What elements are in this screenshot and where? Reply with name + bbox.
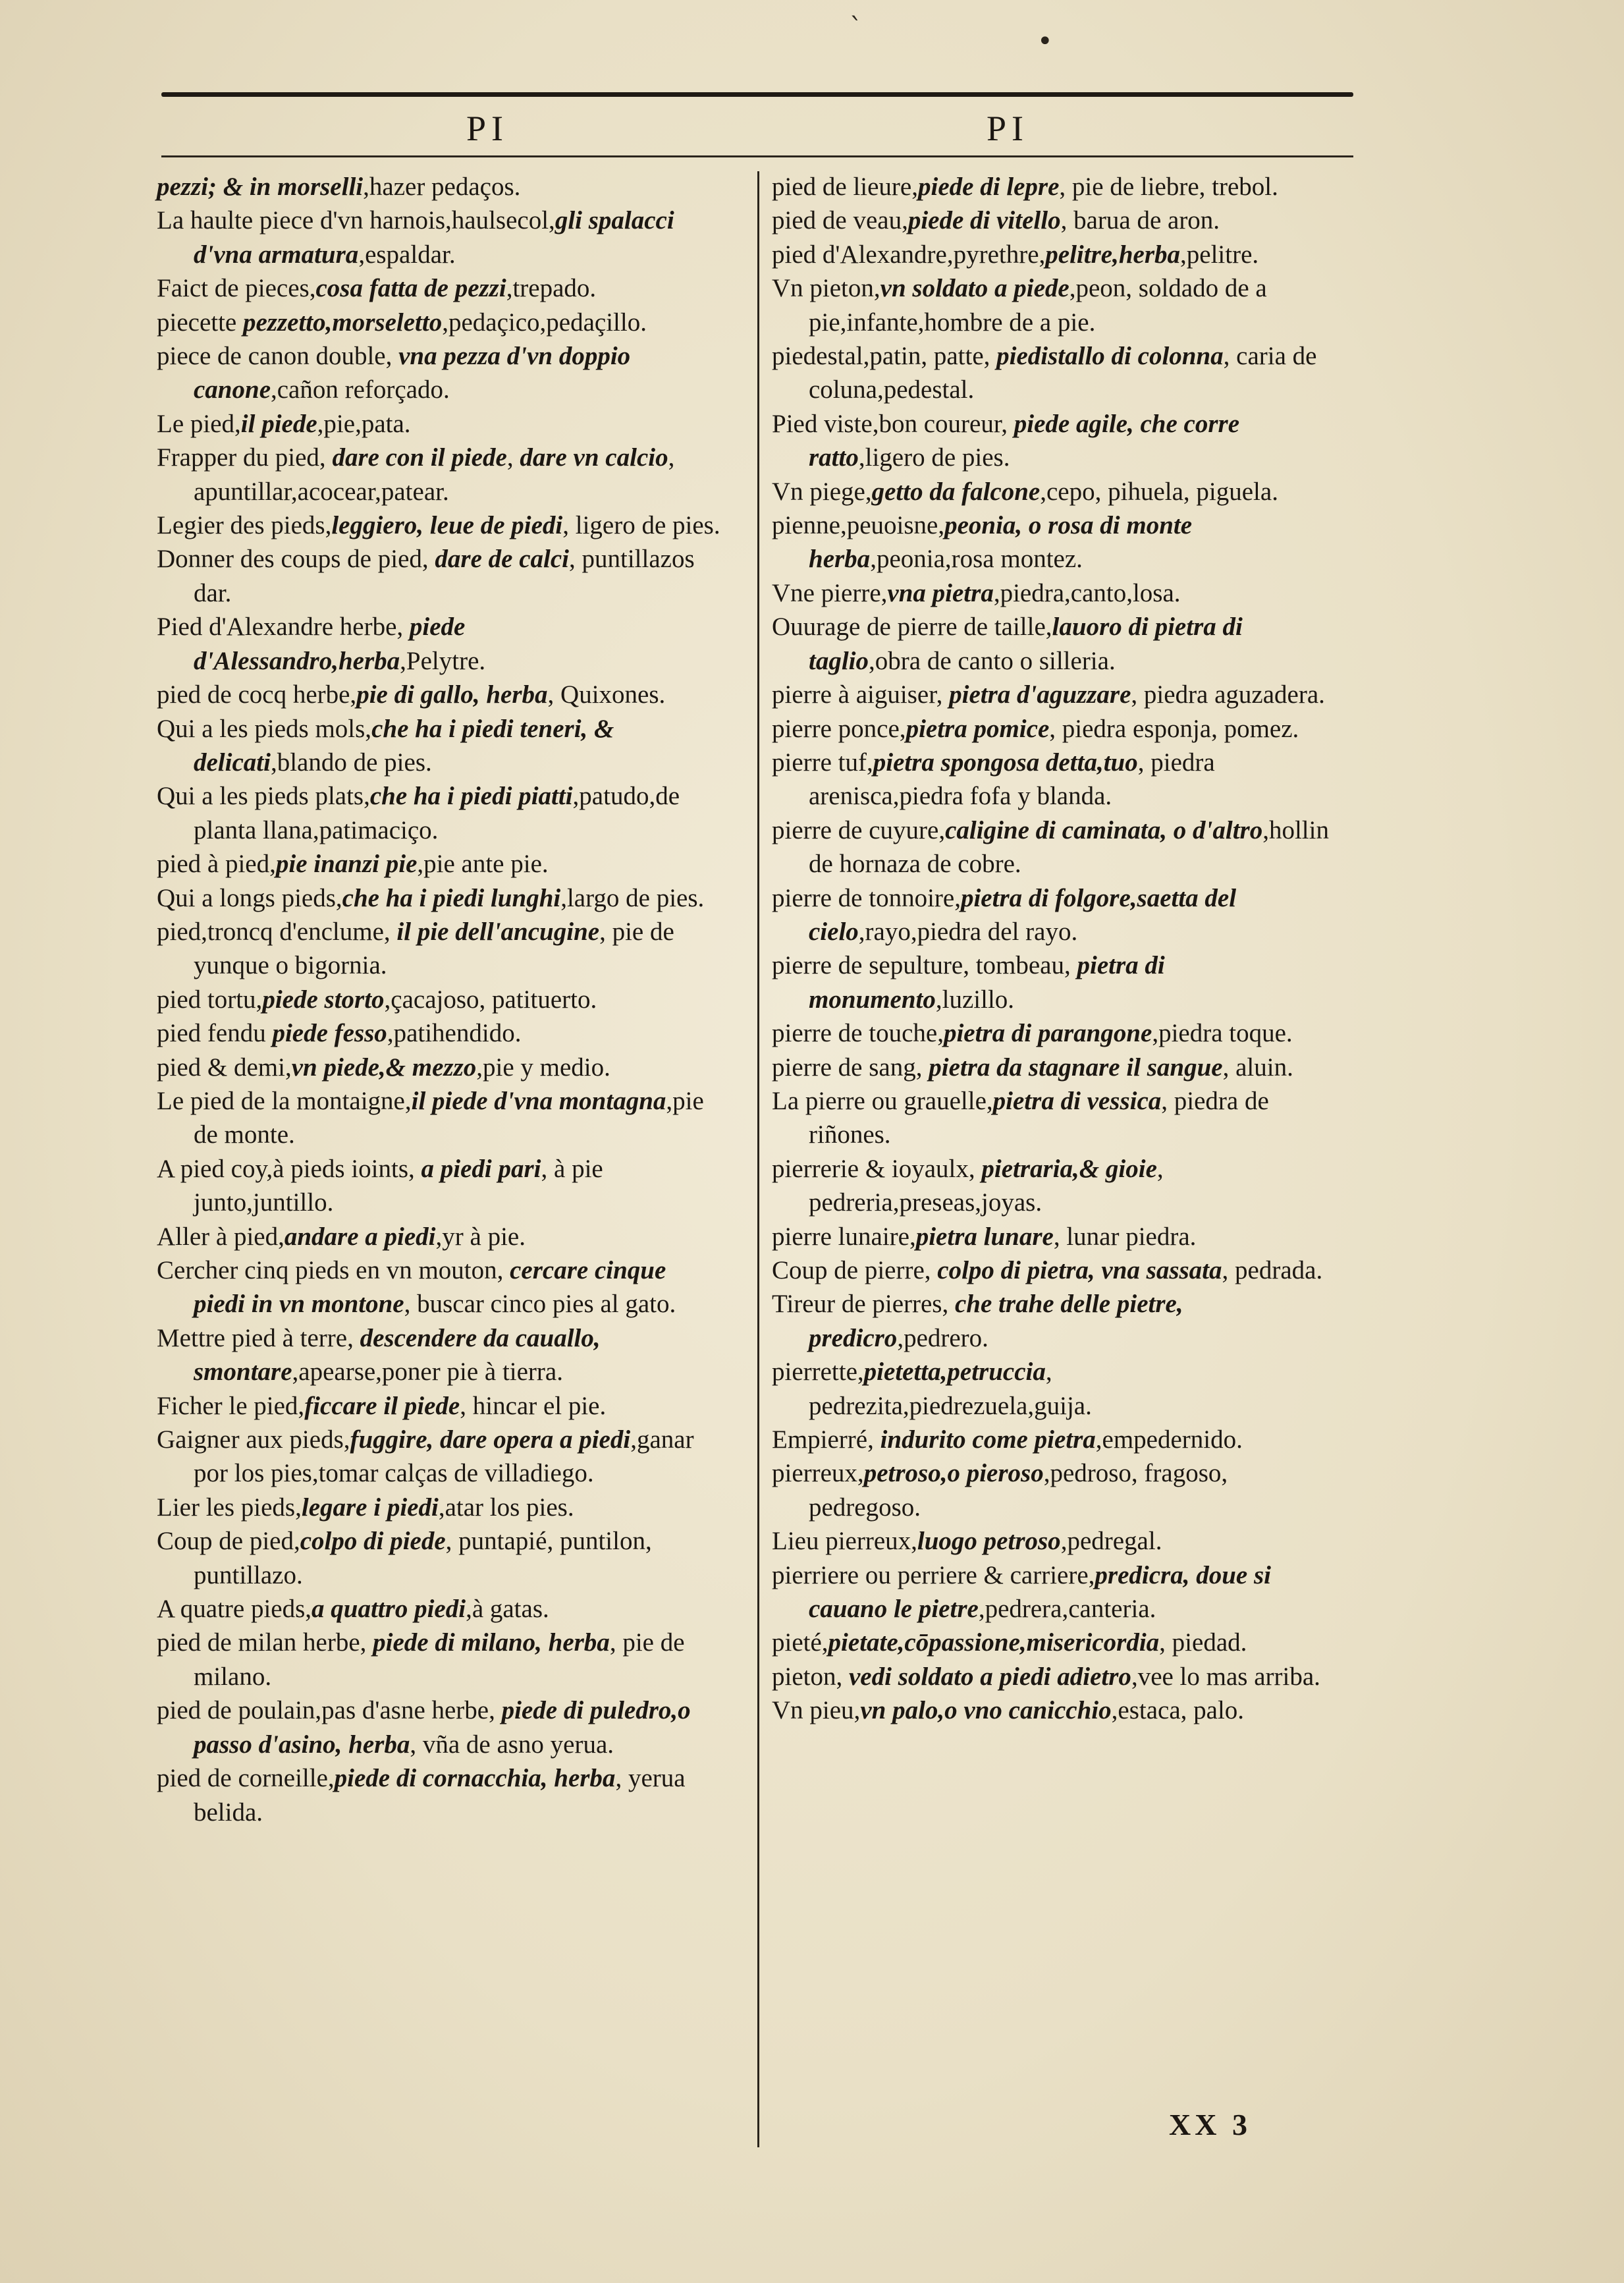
italian-gloss: petroso,o pieroso <box>863 1459 1044 1488</box>
entry-text: pierre de sepulture, tombeau, <box>772 951 1077 980</box>
dictionary-entry <box>157 1084 723 1152</box>
dictionary-entry <box>157 1761 723 1829</box>
italian-gloss: che trahe delle pietre, predicro <box>809 1290 1183 1352</box>
italian-gloss: cercare cinque piedi in vn montone <box>194 1256 666 1319</box>
entry-text: , piedra arenisca,piedra fofa y blanda. <box>809 748 1215 811</box>
entry-text: , puntapié, puntilon, puntillazo. <box>194 1527 652 1589</box>
dictionary-entry <box>772 813 1338 881</box>
italian-gloss: il pie dell'ancugine <box>396 917 600 946</box>
entry-text: ,piedra toque. <box>1152 1019 1293 1048</box>
italian-gloss: pietra di vessica <box>992 1086 1162 1115</box>
entry-text: Donner des coups de pied, <box>157 545 435 574</box>
entry-text: pied d'Alexandre,pyrethre, <box>772 240 1046 269</box>
entry-text: ,atar los pies. <box>438 1493 574 1522</box>
entry-text: , aluin. <box>1222 1053 1293 1082</box>
italian-gloss: caligine di caminata, o d'altro <box>945 815 1263 844</box>
entry-text: , apuntillar,acocear,patear. <box>194 443 675 506</box>
entry-text: pieté, <box>772 1628 828 1657</box>
entry-text: ,espaldar. <box>358 240 456 269</box>
dictionary-entry <box>157 170 723 204</box>
entry-text: , piedra aguzadera. <box>1131 680 1325 709</box>
dictionary-entry <box>157 1016 723 1050</box>
entry-text: Coup de pierre, <box>772 1256 938 1284</box>
italian-gloss: pietra di folgore,saetta del cielo <box>809 883 1237 946</box>
italian-gloss: piede d'Alessandro,herba <box>194 613 466 675</box>
entry-text: , hincar el pie. <box>460 1391 607 1420</box>
italian-gloss: pezzetto,morseletto <box>243 308 443 337</box>
entry-text: pierre lunaire, <box>772 1222 916 1251</box>
dictionary-entry <box>772 1558 1338 1626</box>
entry-text: ,Pelytre. <box>400 646 486 675</box>
dictionary-entry <box>772 1253 1338 1287</box>
entry-text: Ouurage de pierre de taille, <box>772 613 1052 642</box>
dictionary-entry <box>157 542 723 610</box>
italian-gloss: peonia, o rosa di monte herba <box>809 511 1193 574</box>
italian-gloss: che ha i piedi piatti <box>369 782 573 811</box>
dictionary-entry <box>772 949 1338 1016</box>
entry-text: ,yr à pie. <box>435 1222 526 1251</box>
italian-gloss: descendere da cauallo, smontare <box>194 1323 601 1387</box>
entry-text: pieton, <box>772 1662 849 1691</box>
entry-text: , pedreria,preseas,joyas. <box>809 1154 1164 1217</box>
italian-gloss: piede di lepre <box>917 173 1060 201</box>
entry-text: ,hollin de hornaza de cobre. <box>809 815 1329 879</box>
dictionary-entry <box>157 983 723 1016</box>
entry-text: ,patudo,de planta llana,patimaciço. <box>194 782 680 844</box>
dictionary-entry <box>157 1220 723 1253</box>
entry-text: pierrette, <box>772 1358 864 1387</box>
entry-text: pied à pied, <box>157 850 276 879</box>
italian-gloss: piede fesso <box>272 1019 387 1048</box>
entry-text: pierre ponce, <box>772 714 906 743</box>
entry-text: Vn piege, <box>772 477 872 506</box>
entry-text: A pied coy,à pieds ioints, <box>157 1154 421 1183</box>
dictionary-entry <box>157 204 723 271</box>
italian-gloss: pietate,cōpassione,misericordia <box>828 1628 1160 1657</box>
entry-text: Ficher le pied, <box>157 1391 305 1420</box>
italian-gloss: il piede d'vna montagna <box>411 1086 666 1115</box>
entry-text: ,empedernido. <box>1095 1425 1243 1454</box>
dictionary-entry <box>157 915 723 983</box>
italian-gloss: piede di puledro,o passo d'asino, herba <box>194 1696 691 1759</box>
running-head-right: PI <box>986 109 1029 148</box>
entry-text: ,patihendido. <box>387 1019 522 1048</box>
signature-mark: XX 3 <box>1169 2108 1251 2141</box>
entry-text: Lier les pieds, <box>157 1493 302 1522</box>
italian-gloss: piede di vitello <box>907 206 1061 235</box>
italian-gloss: fuggire, dare opera a piedi <box>350 1425 631 1454</box>
italian-gloss: leggiero, leue de piedi <box>331 511 563 540</box>
italian-gloss: a piedi pari <box>421 1154 541 1183</box>
entry-text: Legier des pieds, <box>157 511 332 540</box>
entry-text: Qui a les pieds mols, <box>157 714 372 743</box>
entry-text: La pierre ou grauelle, <box>772 1086 993 1115</box>
entry-text: ,pedaçico,pedaçillo. <box>442 308 647 337</box>
italian-gloss: andare a piedi <box>284 1222 436 1251</box>
entry-text: Faict de pieces, <box>157 274 316 303</box>
italian-gloss: luogo petroso <box>917 1527 1061 1556</box>
dictionary-entry <box>772 1423 1338 1456</box>
entry-text: Vn pieu, <box>772 1696 861 1725</box>
dictionary-entry <box>157 779 723 847</box>
italian-gloss: pietra di parangone <box>943 1019 1152 1048</box>
dictionary-entry <box>157 1321 723 1389</box>
entry-text: ,pie,pata. <box>317 409 411 438</box>
dictionary-entry <box>772 407 1338 475</box>
entry-text: ,ligero de pies. <box>858 443 1010 472</box>
entry-text: pied de poulain,pas d'asne herbe, <box>157 1696 502 1725</box>
italian-gloss: pietra pomice <box>906 714 1050 743</box>
dictionary-entry <box>772 1051 1338 1084</box>
italian-gloss: predicra, doue si cauano le pietre <box>809 1560 1271 1624</box>
entry-text: piecette <box>157 308 243 337</box>
dictionary-entry <box>772 204 1338 237</box>
dictionary-entry <box>772 238 1338 271</box>
italian-gloss: dare vn calcio <box>520 443 668 472</box>
entry-text: ,trepado. <box>506 274 597 303</box>
entry-text: , piedad. <box>1159 1628 1247 1657</box>
entry-text: , pie de liebre, trebol. <box>1059 173 1278 201</box>
entry-text: ,peonia,rosa montez. <box>870 545 1083 574</box>
entry-text: pierre de sang, <box>772 1053 929 1082</box>
italian-gloss: colpo di piede <box>300 1527 446 1556</box>
entry-text: ,apearse,poner pie à tierra. <box>292 1358 563 1387</box>
entry-text: Frapper du pied, <box>157 443 333 472</box>
italian-gloss: che ha i piedi lunghi <box>342 883 561 912</box>
entry-text: ,pie de monte. <box>194 1086 704 1149</box>
entry-text: , caria de coluna,pedestal. <box>809 342 1317 404</box>
entry-text: pierre de cuyure, <box>772 815 946 844</box>
entry-text: piedestal,patin, patte, <box>772 342 997 371</box>
entry-text: pied de veau, <box>772 206 908 235</box>
dictionary-entry <box>772 170 1338 204</box>
dictionary-entry <box>157 306 723 339</box>
entry-text: ,pedregal. <box>1060 1527 1162 1556</box>
entry-text: ,hazer pedaços. <box>363 173 521 201</box>
entry-text: pierre de tonnoire, <box>772 883 961 912</box>
entry-text: ,pie y medio. <box>476 1053 610 1082</box>
italian-gloss: indurito come pietra <box>880 1425 1096 1454</box>
entry-text: , vña de asno yerua. <box>410 1730 614 1759</box>
italian-gloss: piede di milano, herba <box>373 1628 610 1657</box>
ink-mark: ` <box>850 13 863 43</box>
entry-text: ,pedroso, fragoso, pedregoso. <box>809 1459 1228 1522</box>
entry-text: pied de lieure, <box>772 173 918 201</box>
entry-text: ,çacajoso, patituerto. <box>384 985 597 1014</box>
dictionary-entry <box>772 678 1338 711</box>
entry-text: , piedra de riñones. <box>809 1086 1269 1149</box>
dictionary-entry <box>157 1253 723 1321</box>
dictionary-entry <box>157 1693 723 1761</box>
entry-text: ,à gatas. <box>466 1595 549 1624</box>
dictionary-entry <box>157 271 723 305</box>
entry-text: , Quixones. <box>547 680 666 709</box>
italian-gloss: dare con il piede <box>332 443 507 472</box>
entry-text: pied,troncq d'enclume, <box>157 917 397 946</box>
dictionary-entry <box>157 881 723 915</box>
head-rule <box>161 155 1353 157</box>
entry-text: pied fendu <box>157 1019 273 1048</box>
entry-text: ,largo de pies. <box>560 883 705 912</box>
entry-text: Gaigner aux pieds, <box>157 1425 350 1454</box>
italian-gloss: piede agile, che corre ratto <box>809 409 1240 472</box>
italian-gloss: piedistallo di colonna <box>996 342 1224 371</box>
italian-gloss: pietra d'aguzzare <box>949 680 1131 709</box>
dictionary-entry <box>772 881 1338 949</box>
ink-mark: • <box>1037 26 1053 57</box>
entry-text: , pedrada. <box>1222 1256 1323 1284</box>
dictionary-entry <box>157 1626 723 1693</box>
entry-text: Vn pieton, <box>772 274 880 303</box>
entry-text: Tireur de pierres, <box>772 1290 955 1319</box>
entry-text: pierriere ou perriere & carriere, <box>772 1560 1095 1589</box>
entry-text: pied tortu, <box>157 985 263 1014</box>
entry-text: ,blando de pies. <box>270 748 432 777</box>
entry-text: pied de corneille, <box>157 1764 335 1793</box>
entry-text: pierrerie & ioyaulx, <box>772 1154 982 1183</box>
dictionary-entry <box>772 475 1338 509</box>
dictionary-entry <box>157 1389 723 1423</box>
entry-text: Empierré, <box>772 1425 880 1454</box>
dictionary-entry <box>157 339 723 407</box>
dictionary-entry <box>772 1084 1338 1152</box>
entry-text: Qui a longs pieds, <box>157 883 342 912</box>
entry-text: pierre à aiguiser, <box>772 680 950 709</box>
dictionary-entry <box>772 1152 1338 1220</box>
entry-text: , buscar cinco pies al gato. <box>404 1290 676 1319</box>
dictionary-entry <box>772 610 1338 678</box>
italian-gloss: il piede <box>240 409 317 438</box>
entry-text: pied & demi, <box>157 1053 292 1082</box>
entry-text: , à pie junto,juntillo. <box>194 1154 603 1217</box>
entry-text: , lunar piedra. <box>1053 1222 1197 1251</box>
italian-gloss: pietetta,petruccia <box>863 1358 1046 1387</box>
entry-text: , pie de milano. <box>194 1628 685 1691</box>
italian-gloss: vedi soldato a piedi adietro <box>848 1662 1131 1691</box>
entry-text: pierreux, <box>772 1459 864 1488</box>
italian-gloss: pelitre,herba <box>1045 240 1181 269</box>
entry-text: , pedrezita,piedrezuela,guija. <box>809 1358 1092 1420</box>
dictionary-entry <box>157 1152 723 1220</box>
dictionary-entry <box>157 678 723 711</box>
italian-gloss: piede storto <box>262 985 385 1014</box>
entry-text: Vne pierre, <box>772 578 888 607</box>
italian-gloss: pietra di monumento <box>809 951 1165 1014</box>
dictionary-entry <box>157 712 723 780</box>
entry-text: , piedra esponja, pomez. <box>1049 714 1299 743</box>
entry-text: ,rayo,piedra del rayo. <box>858 917 1078 946</box>
italian-gloss: & <box>217 173 250 201</box>
dictionary-entry <box>772 1220 1338 1253</box>
italian-gloss: che ha i piedi teneri, & delicati <box>194 714 614 777</box>
top-rule <box>161 92 1353 97</box>
entry-text: Pied viste,bon coureur, <box>772 409 1014 438</box>
dictionary-entry <box>157 847 723 881</box>
entry-text: Cercher cinq pieds en vn mouton, <box>157 1256 510 1284</box>
italian-gloss: colpo di pietra, vna sassata <box>937 1256 1222 1284</box>
italian-gloss: pie di gallo, herba <box>356 680 548 709</box>
italian-gloss: vn piede,& mezzo <box>291 1053 477 1082</box>
entry-text: ,pie ante pie. <box>417 850 549 879</box>
entry-text: Coup de pied, <box>157 1527 300 1556</box>
entry-text: , yerua belida. <box>194 1764 686 1827</box>
dictionary-entry <box>157 1592 723 1626</box>
italian-gloss: pietra da stagnare il sangue <box>929 1053 1223 1082</box>
dictionary-entry <box>157 1491 723 1524</box>
entry-text: La haulte piece d'vn harnois,haulsecol, <box>157 206 555 235</box>
dictionary-entry <box>772 1355 1338 1423</box>
dictionary-entry <box>772 1016 1338 1050</box>
entry-text: ,pelitre. <box>1180 240 1259 269</box>
italian-gloss: in morselli <box>249 173 364 201</box>
entry-text: , puntillazos dar. <box>194 545 695 607</box>
running-head-left: PI <box>466 109 508 148</box>
italian-gloss: pezzi; <box>157 173 217 201</box>
entry-text: ,ganar por los pies,tomar calças de villadiego. <box>194 1425 694 1488</box>
entry-text: ,piedra,canto,losa. <box>993 578 1181 607</box>
dictionary-entry <box>772 339 1338 407</box>
entry-text: ,estaca, palo. <box>1111 1696 1245 1725</box>
entry-text: ,peon, soldado de a pie,infante,hombre de a pie. <box>809 274 1267 337</box>
entry-text: ,obra de canto o silleria. <box>869 646 1116 675</box>
dictionary-entry <box>157 509 723 542</box>
entry-text: piece de canon double, <box>157 342 399 371</box>
entry-text: Qui a les pieds plats, <box>157 782 370 811</box>
dictionary-entry <box>772 1524 1338 1558</box>
entry-text: Le pied de la montaigne, <box>157 1086 412 1115</box>
italian-gloss: lauoro di pietra di taglio <box>809 613 1243 675</box>
entry-text: , pie de yunque o bigornia. <box>194 917 674 980</box>
right-column <box>772 170 1338 1728</box>
italian-gloss: pietra lunare <box>915 1222 1054 1251</box>
italian-gloss: legare i piedi <box>301 1493 439 1522</box>
entry-text: Aller à pied, <box>157 1222 284 1251</box>
entry-text: pied de milan herbe, <box>157 1628 373 1657</box>
italian-gloss: piede di cornacchia, herba <box>334 1764 616 1793</box>
italian-gloss: dare de calci <box>435 545 569 574</box>
entry-text: Lieu pierreux, <box>772 1527 917 1556</box>
dictionary-entry <box>772 1660 1338 1693</box>
italian-gloss: vna pietra <box>887 578 994 607</box>
dictionary-entry <box>157 441 723 509</box>
italian-gloss: vna pezza d'vn doppio canone <box>194 342 631 404</box>
entry-text: ,luzillo. <box>935 985 1015 1014</box>
left-column <box>157 170 723 1829</box>
dictionary-entry <box>157 1051 723 1084</box>
entry-text: Mettre pied à terre, <box>157 1323 360 1352</box>
dictionary-entry <box>772 712 1338 746</box>
dictionary-entry <box>772 746 1338 813</box>
column-divider <box>757 171 759 2147</box>
dictionary-entry <box>157 1524 723 1592</box>
italian-gloss: cosa fatta de pezzi <box>315 274 506 303</box>
dictionary-entry <box>772 1693 1338 1727</box>
italian-gloss: pietraria,& gioie <box>981 1154 1157 1183</box>
dictionary-entry <box>157 407 723 441</box>
entry-text: pied de cocq herbe, <box>157 680 357 709</box>
italian-gloss: vn soldato a piede <box>880 274 1069 303</box>
dictionary-entry <box>772 1626 1338 1659</box>
dictionary-entry <box>157 1423 723 1491</box>
dictionary-entry <box>772 1287 1338 1355</box>
italian-gloss: vn palo,o vno canicchio <box>860 1696 1112 1725</box>
dictionary-entry <box>772 576 1338 610</box>
italian-gloss: getto da falcone <box>871 477 1041 506</box>
entry-text: ,pedrera,canteria. <box>978 1595 1156 1624</box>
italian-gloss: gli spalacci d'vna armatura <box>194 206 674 269</box>
dictionary-entry <box>772 509 1338 576</box>
entry-text: pienne,peuoisne, <box>772 511 945 540</box>
entry-text: ,cañon reforçado. <box>271 375 450 404</box>
entry-text: , ligero de pies. <box>562 511 720 540</box>
dictionary-entry <box>772 1456 1338 1524</box>
entry-text: , barua de aron. <box>1060 206 1220 235</box>
entry-text: Pied d'Alexandre herbe, <box>157 613 410 642</box>
entry-text: Le pied, <box>157 409 241 438</box>
italian-gloss: ficcare il piede <box>304 1391 460 1420</box>
italian-gloss: a quattro piedi <box>311 1595 466 1624</box>
entry-text: , <box>506 443 520 472</box>
entry-text: pierre tuf, <box>772 748 873 777</box>
dictionary-entry <box>157 610 723 678</box>
entry-text: ,pedrero. <box>897 1323 988 1352</box>
dictionary-entry <box>772 271 1338 339</box>
entry-text: ,vee lo mas arriba. <box>1131 1662 1320 1691</box>
italian-gloss: pietra spongosa detta,tuo <box>873 748 1138 777</box>
entry-text: pierre de touche, <box>772 1019 944 1048</box>
italian-gloss: pie inanzi pie <box>275 850 418 879</box>
entry-text: A quatre pieds, <box>157 1595 312 1624</box>
entry-text: ,cepo, pihuela, piguela. <box>1040 477 1278 506</box>
